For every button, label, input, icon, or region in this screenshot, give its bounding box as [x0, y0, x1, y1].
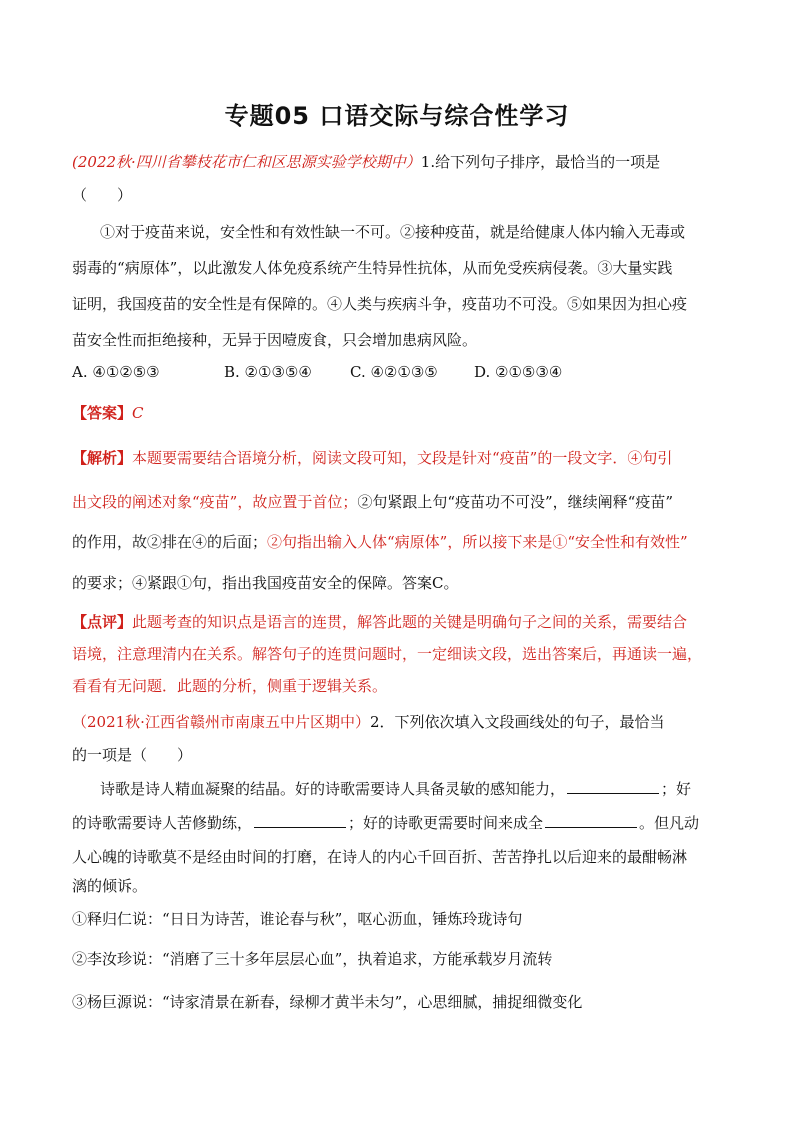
option-a: A. ④①②⑤③ [72, 363, 160, 381]
comment-line: 语境，注意理清内在关系。解答句子的连贯问题时，一定细读文段，选出答案后，再通读一遍， [72, 645, 703, 663]
passage-line: ①对于疫苗来说，安全性和有效性缺一不可。②接种疫苗，就是给健康人体内输入无毒或 [100, 223, 686, 241]
question-2-item: ①释归仁说：“日日为诗苦，谁论春与秋”，呕心沥血，锤炼玲珑诗句 [72, 910, 523, 928]
question-1-header [72, 151, 732, 173]
comment-line: 看看有无问题．此题的分析，侧重于逻辑关系。 [72, 677, 388, 695]
question-2-source: （2021秋·江西省赣州市南康五中片区期中） [72, 713, 370, 731]
question-2-header [72, 711, 732, 733]
question-1-source: (2022秋·四川省攀枝花市仁和区思源实验学校期中） [72, 153, 421, 171]
option-b: B. ②①③⑤④ [224, 363, 312, 381]
question-1-options [72, 361, 732, 383]
question-2-passage-line: 漓的倾诉。 [72, 877, 148, 895]
answer-value: C [132, 404, 144, 422]
passage-line: 苗安全性而拒绝接种，无异于因噎废食，只会增加患病风险。 [72, 331, 478, 349]
question-2-passage-line: 人心魄的诗歌莫不是经由时间的打磨，在诗人的内心千回百折、苦苦挣扎以后迎来的最酣畅淋 [72, 848, 688, 866]
question-1-stem: 1.给下列句子排序，最恰当的一项是 [420, 153, 661, 171]
analysis-line: 的作用，故②排在④的后面；②句指出输入人体“病原体”，所以接下来是①“安全性和有效性” [72, 533, 688, 551]
passage-line: 证明，我国疫苗的安全性是有保障的。④人类与疾病斗争，疫苗功不可没。⑤如果因为担心疫 [72, 295, 688, 313]
question-2-item: ②李汝珍说：“消磨了三十多年层层心血”，执着追求，方能承载岁月流转 [72, 950, 553, 968]
answer-line [72, 402, 732, 424]
option-d: D. ②①⑤③④ [474, 363, 563, 381]
question-2-stem-cont: 的一项是（ ） [72, 746, 193, 764]
question-1-paren: （ ） [72, 186, 133, 204]
fill-blank [545, 813, 637, 828]
question-2-passage-line: 的诗歌需要诗人苦修勤练， ；好的诗歌更需要时间来成全 。但凡动 [72, 814, 700, 832]
fill-blank [567, 779, 659, 794]
analysis-line: 的要求；④紧跟①句，指出我国疫苗安全的保障。答案C。 [72, 574, 459, 592]
comment-label: 【点评】 [72, 613, 133, 631]
passage-line: 弱毒的“病原体”，以此激发人体免疫系统产生特异性抗体，从而免受疾病侵袭。③大量实践 [72, 259, 673, 277]
question-2-stem: 2．下列依次填入文段画线处的句子，最恰当 [369, 713, 665, 731]
analysis-line: 出文段的阐述对象“疫苗”，故应置于首位；②句紧跟上句“疫苗功不可没”，继续阐释“疫苗” [72, 493, 674, 511]
answer-label: 【答案】 [72, 404, 133, 422]
question-2-passage-line: 诗歌是诗人精血凝聚的结晶。好的诗歌需要诗人具备灵敏的感知能力， ；好 [100, 780, 692, 798]
comment-line: 【点评】此题考查的知识点是语言的连贯，解答此题的关键是明确句子之间的关系，需要结合 [72, 613, 688, 631]
analysis-line: 【解析】本题要需要结合语境分析，阅读文段可知，文段是针对“疫苗”的一段文字．④句引 [72, 449, 673, 467]
question-2-item: ③杨巨源说：“诗家清景在新春，绿柳才黄半未匀”，心思细腻，捕捉细微变化 [72, 993, 583, 1011]
analysis-label: 【解析】 [72, 449, 133, 467]
page-title: 专题05 口语交际与综合性学习 [224, 102, 570, 130]
option-c: C. ④②①③⑤ [350, 363, 438, 381]
fill-blank [254, 813, 346, 828]
